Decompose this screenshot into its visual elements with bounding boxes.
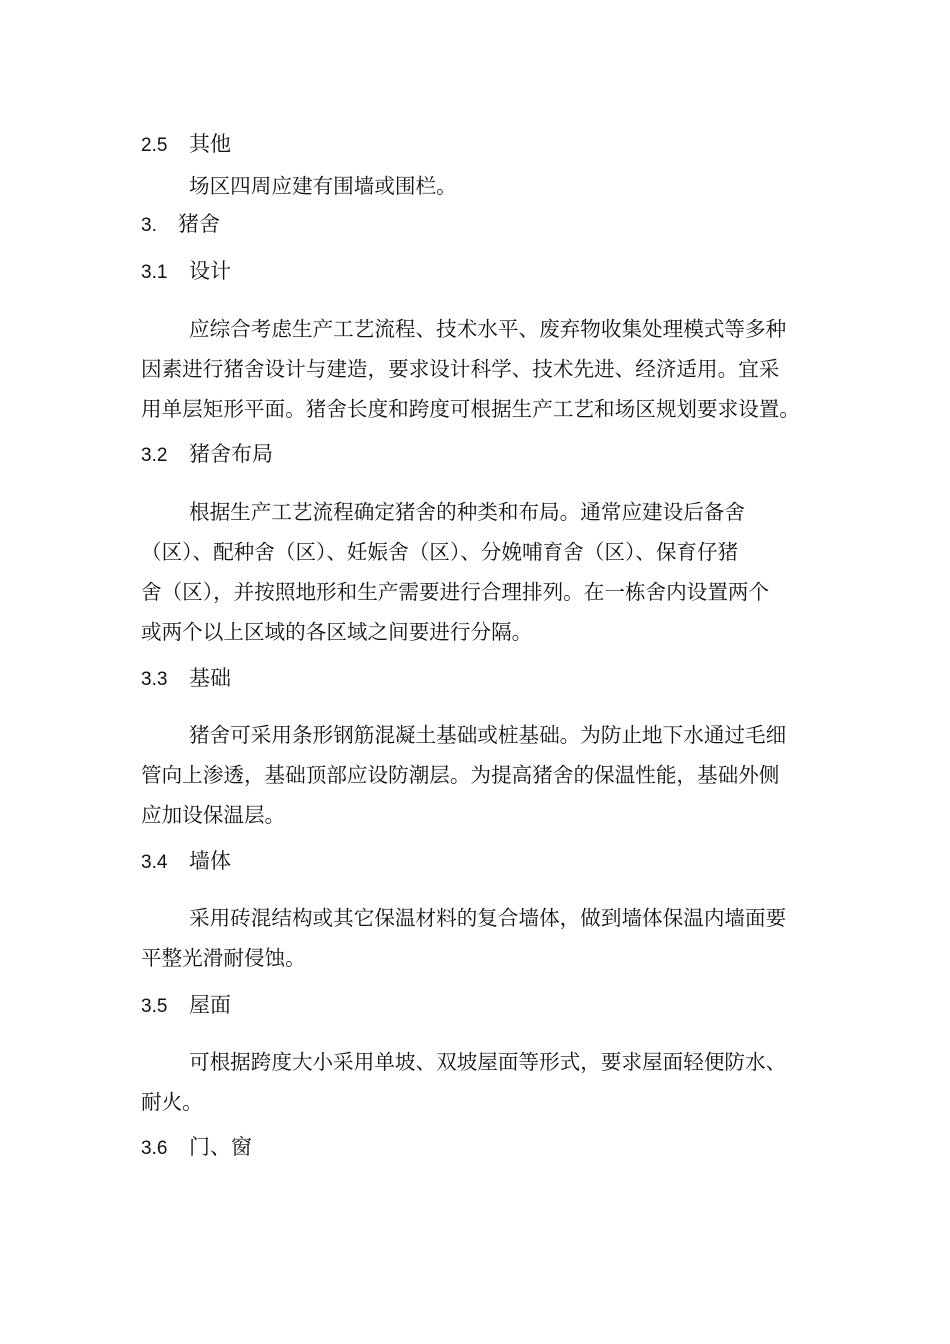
section-title: 基础 (189, 666, 231, 690)
paragraph-line: 耐火。 (141, 1090, 203, 1114)
paragraph-line: 舍（区），并按照地形和生产需要进行合理排列。在一栋舍内设置两个 (141, 580, 770, 604)
paragraph-3-5 (141, 1042, 813, 1122)
paragraph-line: （区）、配种舍（区）、妊娠舍（区）、分娩哺育舍（区）、保育仔猪 (141, 540, 739, 564)
section-number: 3.3 (141, 669, 168, 690)
section-title: 门、窗 (189, 1135, 252, 1159)
section-title: 屋面 (189, 993, 231, 1017)
section-title: 猪舍布局 (189, 442, 273, 466)
section-heading-3-4 (141, 847, 231, 877)
paragraph-3-3 (141, 715, 813, 835)
section-heading-3-2 (141, 440, 273, 470)
section-number: 3. (141, 215, 157, 236)
section-number: 3.6 (141, 1138, 168, 1159)
paragraph-2-5 (141, 166, 813, 206)
paragraph-3-4 (141, 898, 813, 978)
paragraph-line: 或两个以上区域的各区域之间要进行分隔。 (141, 620, 533, 644)
paragraph-3-2 (141, 492, 813, 652)
paragraph-line: 应加设保温层。 (141, 803, 286, 827)
section-heading-3 (141, 210, 220, 240)
section-title: 其他 (189, 132, 231, 156)
section-title: 墙体 (189, 849, 231, 873)
section-heading-2-5 (141, 130, 231, 160)
section-number: 3.2 (141, 445, 168, 466)
paragraph-line: 平整光滑耐侵蚀。 (141, 946, 306, 970)
section-title: 设计 (189, 259, 231, 283)
section-heading-3-6 (141, 1133, 252, 1163)
section-number: 3.4 (141, 852, 168, 873)
paragraph-line: 用单层矩形平面。猪舍长度和跨度可根据生产工艺和场区规划要求设置。 (141, 397, 800, 421)
paragraph-3-1 (141, 309, 813, 429)
paragraph-line: 采用砖混结构或其它保温材料的复合墙体，做到墙体保温内墙面要 (189, 906, 787, 930)
paragraph-line: 管向上渗透，基础顶部应设防潮层。为提高猪舍的保温性能，基础外侧 (141, 763, 780, 787)
section-heading-3-5 (141, 991, 231, 1021)
paragraph-line: 根据生产工艺流程确定猪舍的种类和布局。通常应建设后备舍 (189, 500, 746, 524)
section-number: 3.5 (141, 996, 168, 1017)
section-number: 2.5 (141, 135, 168, 156)
paragraph-line: 应综合考虑生产工艺流程、技术水平、废弃物收集处理模式等多种 (189, 317, 787, 341)
section-heading-3-1 (141, 257, 231, 287)
paragraph-line: 因素进行猪舍设计与建造，要求设计科学、技术先进、经济适用。宜采 (141, 357, 780, 381)
section-heading-3-3 (141, 664, 231, 694)
paragraph-line: 场区四周应建有围墙或围栏。 (189, 174, 457, 198)
paragraph-line: 猪舍可采用条形钢筋混凝土基础或桩基础。为防止地下水通过毛细 (189, 723, 787, 747)
section-title: 猪舍 (178, 212, 220, 236)
section-number: 3.1 (141, 262, 168, 283)
paragraph-line: 可根据跨度大小采用单坡、双坡屋面等形式，要求屋面轻便防水、 (189, 1050, 787, 1074)
